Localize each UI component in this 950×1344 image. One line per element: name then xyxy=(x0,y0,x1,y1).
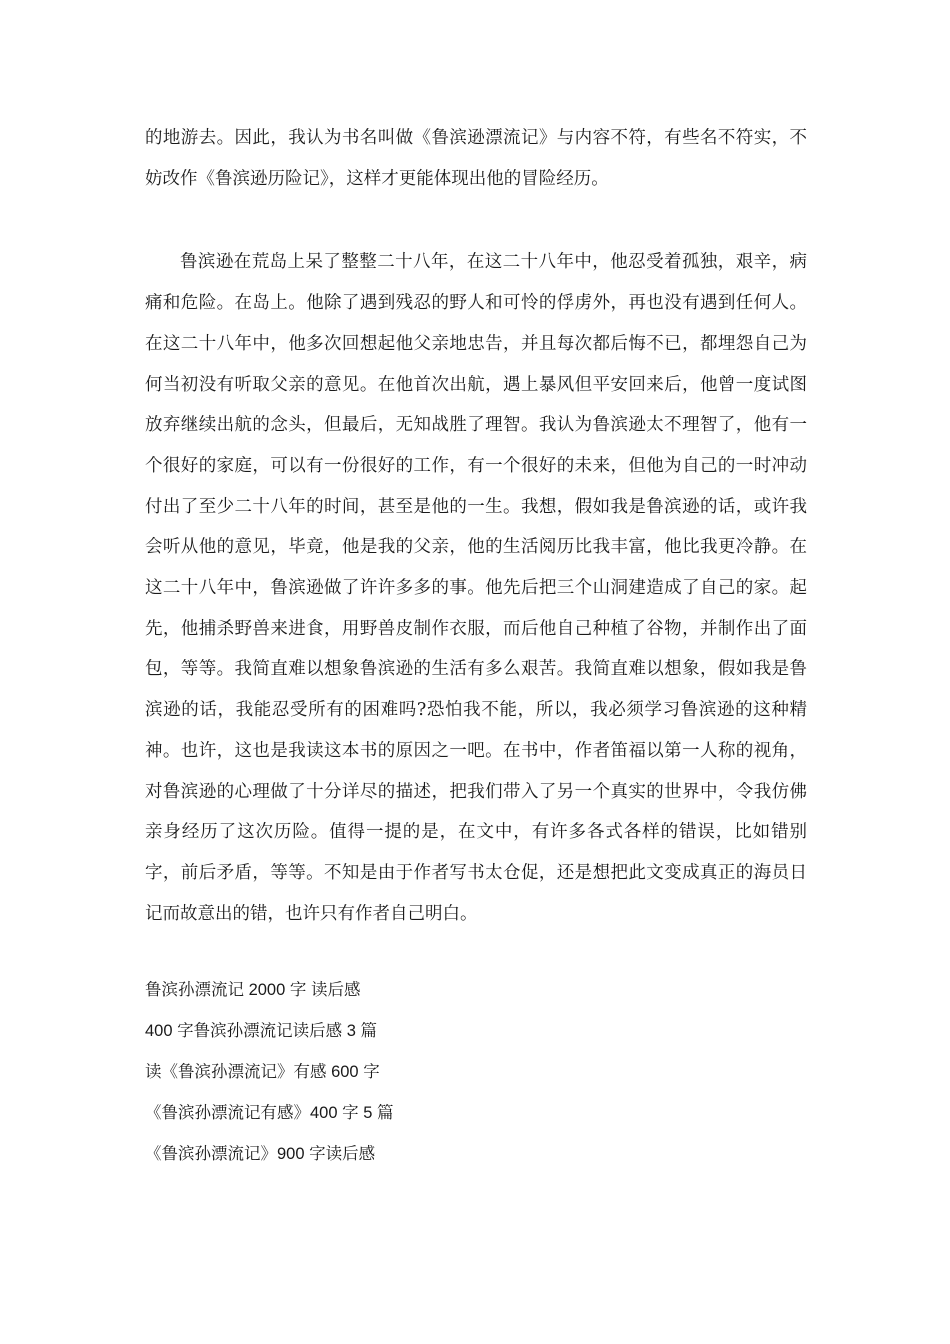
document-page xyxy=(145,118,807,1175)
paragraph-spacer xyxy=(145,199,807,242)
paragraph-continuation: 的地游去。因此，我认为书名叫做《鲁滨逊漂流记》与内容不符，有些名不符实，不妨改作《鲁滨逊历险记》，这样才更能体现出他的冒险经历。 xyxy=(145,128,807,189)
related-article-link[interactable]: 《鲁滨孙漂流记有感》400 字 5 篇 xyxy=(145,1104,394,1123)
paragraph-main: 鲁滨逊在荒岛上呆了整整二十八年，在这二十八年中，他忍受着孤独，艰辛，病痛和危险。在岛上。他除了遇到残忍的野人和可怜的俘虏外，再也没有遇到任何人。在这二十八年中，他多次回想起他父亲地忠告，并且每次都后悔不已，都埋怨自己为何当初没有听取父亲的意见。在他首次出航，遇上暴风但平安回来后，他曾一度试图放弃继续出航的念头，但最后，无知战胜了理智。我认为鲁滨逊太不理智了，他有一个很好的家庭，可以有一份很好的工作，有一个很好的未来，但他为自己的一时冲动付出了至少二十八年的时间，甚至是他的一生。我想，假如我是鲁滨逊的话，或许我会听从他的意见，毕竟，他是我的父亲，他的生活阅历比我丰富，他比我更冷静。在这二十八年中，鲁滨逊做了许许多多的事。他先后把三个山洞建造成了自己的家。起先，他捕杀野兽来进食，用野兽皮制作衣服，而后他自己种植了谷物，并制作出了面包，等等。我简直难以想象鲁滨逊的生活有多么艰苦。我简直难以想象，假如我是鲁滨逊的话，我能忍受所有的困难吗?恐怕我不能，所以，我必须学习鲁滨逊的这种精神。也许，这也是我读这本书的原因之一吧。在书中，作者笛福以第一人称的视角，对鲁滨逊的心理做了十分详尽的描述，把我们带入了另一个真实的世界中，令我仿佛亲身经历了这次历险。值得一提的是，在文中，有许多各式各样的错误，比如错别字，前后矛盾，等等。不知是由于作者写书太仓促，还是想把此文变成真正的海员日记而故意出的错，也许只有作者自己明白。 xyxy=(145,252,807,924)
related-article-link[interactable]: 《鲁滨孙漂流记》900 字读后感 xyxy=(145,1145,376,1164)
related-articles-list xyxy=(145,970,807,1175)
related-article-link[interactable]: 读《鲁滨孙漂流记》有感 600 字 xyxy=(145,1063,380,1082)
section-spacer xyxy=(145,934,807,970)
related-article-link[interactable]: 鲁滨孙漂流记 2000 字 读后感 xyxy=(145,981,361,1000)
related-article-link[interactable]: 400 字鲁滨孙漂流记读后感 3 篇 xyxy=(145,1022,377,1041)
